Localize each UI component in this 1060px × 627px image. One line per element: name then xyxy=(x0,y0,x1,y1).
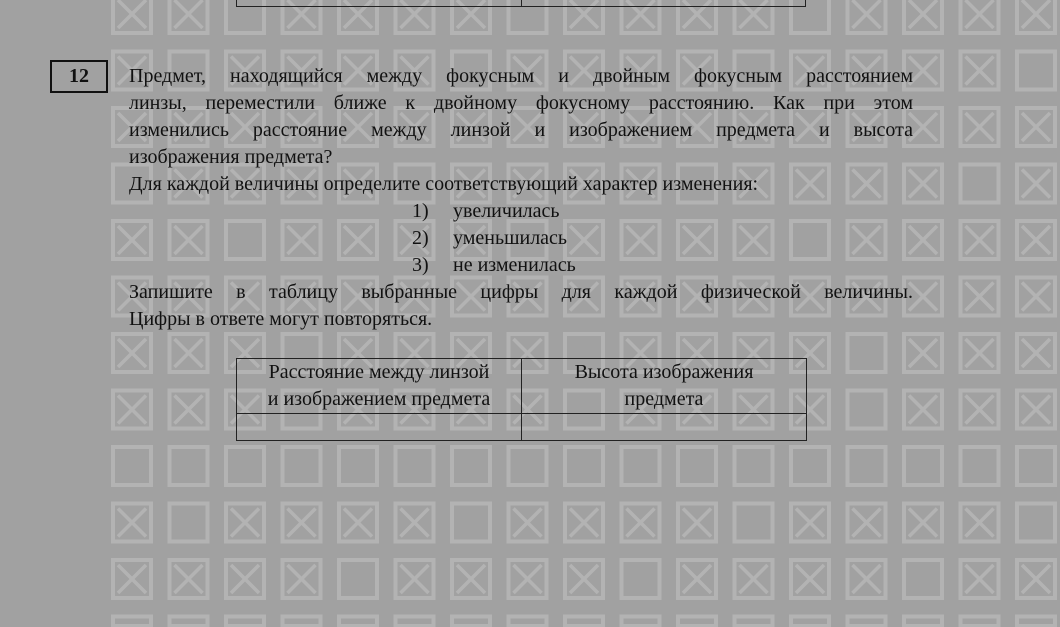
watermark-box xyxy=(452,504,490,542)
watermark-box xyxy=(509,617,547,627)
watermark-box xyxy=(170,617,208,627)
option-label: не изменилась xyxy=(453,254,576,276)
watermark-box xyxy=(226,504,264,542)
watermark-box xyxy=(565,504,603,542)
question-body xyxy=(129,63,913,333)
watermark-box xyxy=(170,0,208,33)
watermark-box xyxy=(1017,447,1055,485)
watermark-box xyxy=(848,560,886,598)
option-number: 1) xyxy=(412,200,429,222)
answer-row xyxy=(237,414,807,441)
watermark-box xyxy=(791,617,829,627)
watermark-box xyxy=(622,560,660,598)
options-list xyxy=(412,198,913,279)
watermark-box xyxy=(904,334,942,372)
header-height xyxy=(522,359,807,414)
answer-table-header-row xyxy=(237,359,807,414)
watermark-box xyxy=(283,504,321,542)
watermark-box xyxy=(961,560,999,598)
watermark-box xyxy=(961,0,999,33)
watermark-box xyxy=(339,560,377,598)
option-label: уменьшилась xyxy=(453,227,568,249)
watermark-box xyxy=(904,617,942,627)
watermark-box xyxy=(565,560,603,598)
watermark-box xyxy=(848,391,886,429)
watermark-box xyxy=(170,560,208,598)
watermark-box xyxy=(735,560,773,598)
watermark-box xyxy=(904,391,942,429)
header-line: Высота изображения xyxy=(574,361,754,383)
watermark-box xyxy=(1017,0,1055,33)
watermark-box xyxy=(452,560,490,598)
watermark-box xyxy=(396,617,434,627)
watermark-box xyxy=(848,334,886,372)
watermark-box xyxy=(113,560,151,598)
watermark-box xyxy=(283,447,321,485)
question-number: 12 xyxy=(50,60,108,93)
watermark-box xyxy=(226,447,264,485)
watermark-box xyxy=(113,447,151,485)
watermark-box xyxy=(226,560,264,598)
watermark-box xyxy=(735,447,773,485)
watermark-box xyxy=(339,617,377,627)
answer-table xyxy=(236,358,807,441)
watermark-box xyxy=(678,560,716,598)
watermark-box xyxy=(1017,165,1055,203)
watermark-box xyxy=(113,391,151,429)
option-label: увеличилась xyxy=(453,200,560,222)
header-line: Расстояние между линзой xyxy=(268,361,490,383)
watermark-box xyxy=(1017,560,1055,598)
watermark-box xyxy=(509,560,547,598)
watermark-box xyxy=(904,504,942,542)
watermark-box xyxy=(622,504,660,542)
watermark-box xyxy=(678,447,716,485)
watermark-box xyxy=(283,560,321,598)
watermark-box xyxy=(1017,278,1055,316)
watermark-box xyxy=(961,221,999,259)
watermark-box xyxy=(226,617,264,627)
watermark-box xyxy=(113,0,151,33)
option-item xyxy=(412,225,913,252)
watermark-box xyxy=(961,165,999,203)
watermark-box xyxy=(848,617,886,627)
watermark-box xyxy=(735,504,773,542)
question-line: Предмет, находящийся между фокусным и двойным фокусным расстоянием xyxy=(129,65,913,87)
watermark-box xyxy=(961,52,999,90)
question-line: линзы, переместили ближе к двойному фокусному расстоянию. Как при этом xyxy=(129,92,913,114)
header-line: предмета xyxy=(624,388,704,410)
write-instruction-line: Цифры в ответе могут повторяться. xyxy=(129,308,433,330)
previous-answer-table-fragment xyxy=(236,0,806,7)
watermark-box xyxy=(622,447,660,485)
watermark-box xyxy=(396,560,434,598)
watermark-box xyxy=(1017,334,1055,372)
watermark-box xyxy=(1017,504,1055,542)
watermark-box xyxy=(509,504,547,542)
option-item xyxy=(412,198,913,225)
write-instruction-line: Запишите в таблицу выбранные цифры для каждой физической величины. xyxy=(129,281,913,303)
answer-cell-height[interactable] xyxy=(522,414,807,441)
watermark-box xyxy=(961,447,999,485)
watermark-box xyxy=(113,334,151,372)
watermark-box xyxy=(1017,391,1055,429)
watermark-box xyxy=(791,447,829,485)
watermark-box xyxy=(848,0,886,33)
watermark-box xyxy=(113,504,151,542)
watermark-box xyxy=(961,334,999,372)
watermark-box xyxy=(170,391,208,429)
watermark-box xyxy=(622,617,660,627)
watermark-box xyxy=(339,447,377,485)
table-divider xyxy=(521,0,522,7)
instruction-text: Для каждой величины определите соответствующий характер изменения: xyxy=(129,173,759,195)
watermark-box xyxy=(961,391,999,429)
watermark-box xyxy=(565,617,603,627)
watermark-box xyxy=(565,447,603,485)
watermark-box xyxy=(904,447,942,485)
watermark-box xyxy=(1017,617,1055,627)
option-number: 3) xyxy=(412,254,429,276)
watermark-box xyxy=(791,504,829,542)
watermark-box xyxy=(452,617,490,627)
watermark-box xyxy=(1017,108,1055,146)
watermark-box xyxy=(961,278,999,316)
option-item xyxy=(412,252,913,279)
watermark-box xyxy=(678,617,716,627)
question-line: изображения предмета? xyxy=(129,146,333,168)
option-number: 2) xyxy=(412,227,429,249)
watermark-box xyxy=(848,447,886,485)
header-line: и изображением предмета xyxy=(267,388,491,410)
watermark-box xyxy=(452,447,490,485)
watermark-box xyxy=(170,334,208,372)
watermark-box xyxy=(961,504,999,542)
watermark-box xyxy=(283,617,321,627)
watermark-box xyxy=(113,617,151,627)
watermark-box xyxy=(735,617,773,627)
watermark-box xyxy=(961,108,999,146)
watermark-box xyxy=(339,504,377,542)
watermark-box xyxy=(509,447,547,485)
watermark-box xyxy=(396,447,434,485)
answer-cell-distance[interactable] xyxy=(237,414,522,441)
watermark-box xyxy=(396,504,434,542)
watermark-box xyxy=(170,504,208,542)
watermark-box xyxy=(678,504,716,542)
watermark-box xyxy=(961,617,999,627)
watermark-box xyxy=(904,560,942,598)
question-line: изменились расстояние между линзой и изображением предмета и высота xyxy=(129,119,913,141)
watermark-box xyxy=(1017,52,1055,90)
watermark-box xyxy=(848,504,886,542)
header-distance xyxy=(237,359,522,414)
watermark-box xyxy=(1017,221,1055,259)
watermark-box xyxy=(170,447,208,485)
watermark-box xyxy=(904,0,942,33)
watermark-box xyxy=(791,560,829,598)
